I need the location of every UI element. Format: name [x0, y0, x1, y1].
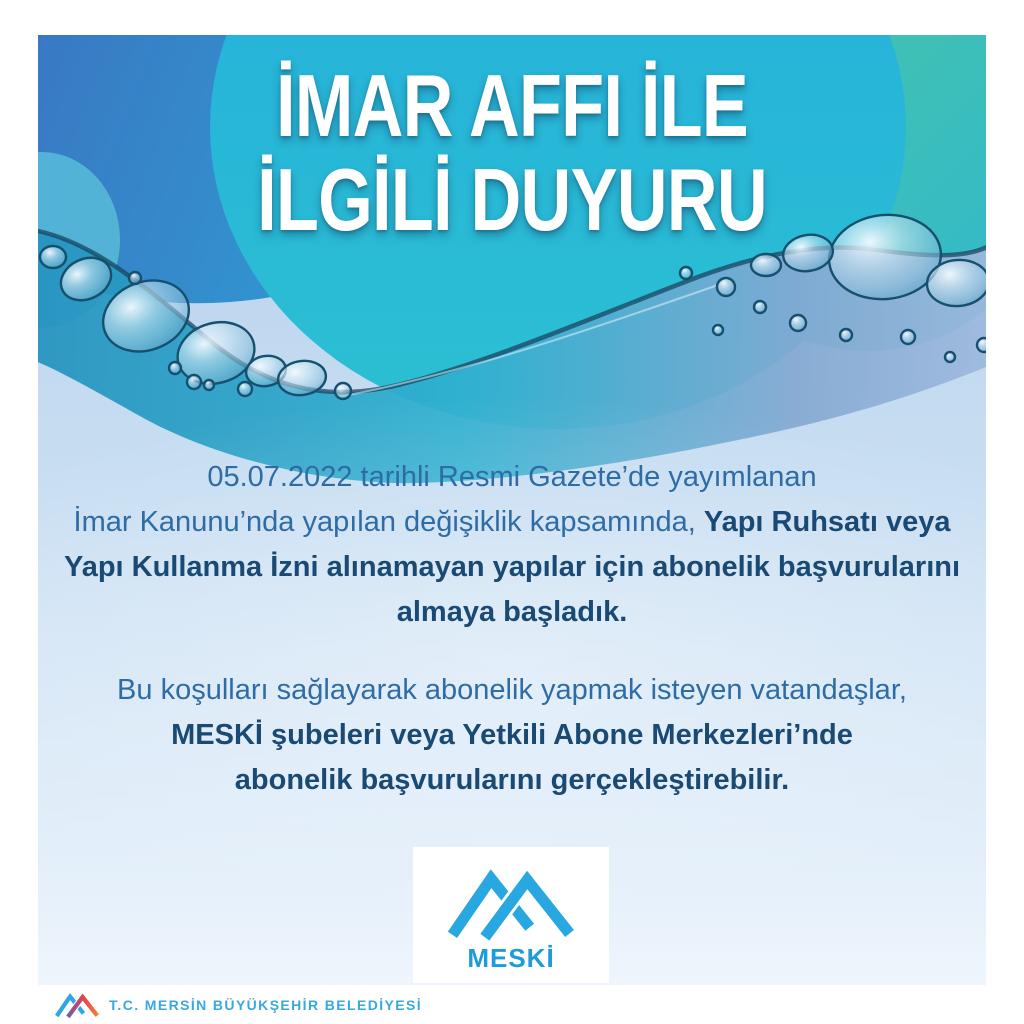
text-line: MESKİ şubeleri veya Yetkili Abone Merkezleri’nde [171, 719, 853, 751]
announcement-text [38, 455, 986, 803]
meski-logo-label: MESKİ [467, 943, 555, 973]
title-line-2: İLGİLİ DUYURU [257, 150, 767, 249]
meski-logo-box [413, 847, 609, 983]
text-line: 05.07.2022 tarihli Resmi Gazete’de yayımlanan [207, 461, 817, 493]
title-line-1: İMAR AFFI İLE [276, 56, 748, 155]
page-title [38, 56, 986, 249]
text-line: abonelik başvurularını gerçekleştirebilir. [234, 764, 790, 796]
text-line: İmar Kanunu’nda yapılan değişiklik kapsamında, Yapı Ruhsatı veya [73, 506, 951, 538]
footer-label: T.C. MERSİN BÜYÜKŞEHİR BELEDİYESİ [109, 996, 423, 1013]
footer [55, 985, 422, 1024]
paragraph-2 [38, 668, 986, 803]
text-line: almaya başladık. [396, 596, 628, 628]
text-line: Bu koşulları sağlayarak abonelik yapmak isteyen vatandaşlar, [117, 674, 907, 706]
text-line: Yapı Kullanma İzni alınamayan yapılar için abonelik başvurularını [63, 551, 961, 583]
paragraph-1 [38, 455, 986, 635]
mersin-m-gradient-icon [55, 991, 99, 1019]
meski-m-mountain-icon [445, 865, 577, 941]
poster-area [38, 35, 986, 985]
